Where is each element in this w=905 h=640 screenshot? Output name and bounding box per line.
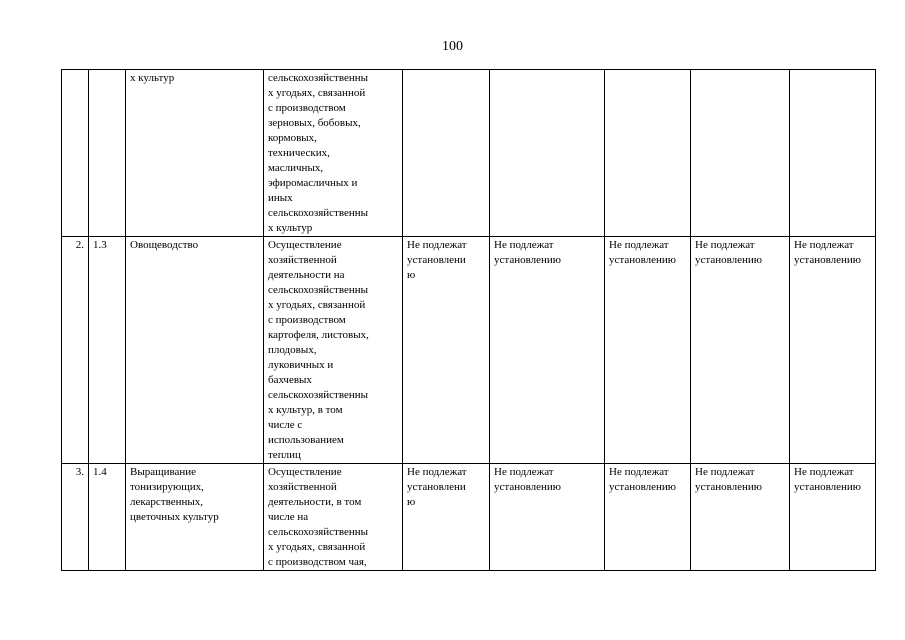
table-row	[62, 237, 876, 464]
row-col7: Не подлежат установлению	[605, 237, 691, 464]
row-description: Осуществление хозяйственной деятельности на сельскохозяйственны х угодьях, связанной с производством картофеля, листовых, плодовых, луковичных и бахчевых сельскохозяйственны х культур, в том числе с использованием теплиц	[264, 237, 403, 464]
page-number: 100	[442, 39, 463, 54]
row-name: х культур	[126, 70, 264, 237]
row-number: 2.	[62, 237, 89, 464]
row-code: 1.3	[89, 237, 126, 464]
row-col6: Не подлежат установлению	[490, 237, 605, 464]
row-col5	[403, 70, 490, 237]
row-code: 1.4	[89, 464, 126, 571]
table-row	[62, 70, 876, 237]
row-col7	[605, 70, 691, 237]
row-name: Овощеводство	[126, 237, 264, 464]
row-col8: Не подлежат установлению	[691, 464, 790, 571]
row-code	[89, 70, 126, 237]
table-row	[62, 464, 876, 571]
row-col9: Не подлежат установлению	[790, 237, 876, 464]
row-col8	[691, 70, 790, 237]
row-col5: Не подлежат установлени ю	[403, 464, 490, 571]
row-name: Выращивание тонизирующих, лекарственных, цветочных культур	[126, 464, 264, 571]
row-description: сельскохозяйственны х угодьях, связанной с производством зерновых, бобовых, кормовых, технических, масличных, эфиромасличных и иных сельскохозяйственны х культур	[264, 70, 403, 237]
row-description: Осуществление хозяйственной деятельности, в том числе на сельскохозяйственны х угодьях, связанной с производством чая,	[264, 464, 403, 571]
row-number	[62, 70, 89, 237]
row-col9: Не подлежат установлению	[790, 464, 876, 571]
row-col9	[790, 70, 876, 237]
regulations-table	[61, 69, 876, 571]
row-col6	[490, 70, 605, 237]
row-col8: Не подлежат установлению	[691, 237, 790, 464]
row-col7: Не подлежат установлению	[605, 464, 691, 571]
row-number: 3.	[62, 464, 89, 571]
row-col5: Не подлежат установлени ю	[403, 237, 490, 464]
row-col6: Не подлежат установлению	[490, 464, 605, 571]
